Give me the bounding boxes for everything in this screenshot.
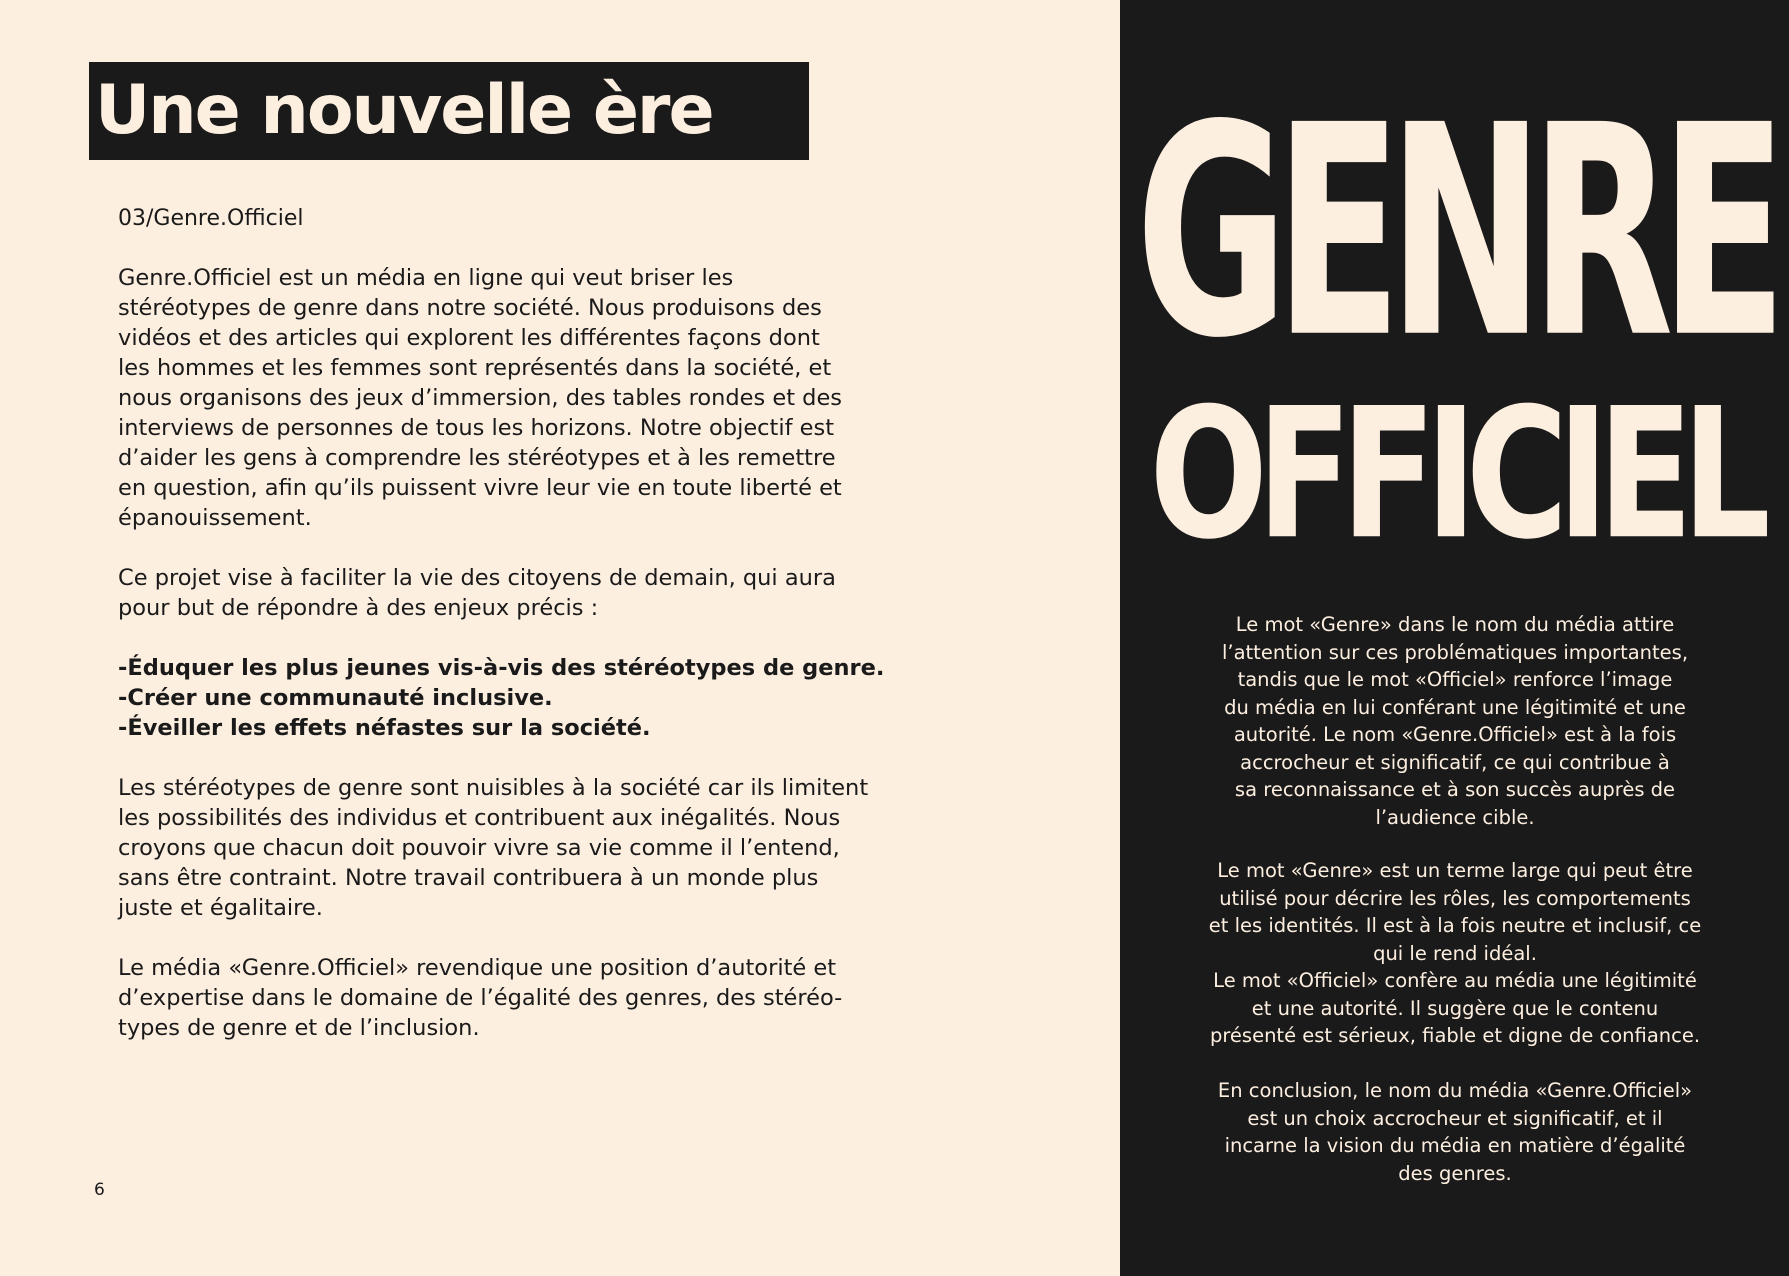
text-line: incarne la vision du média en matière d’égalité bbox=[1224, 1134, 1686, 1157]
text-line: interviews de personnes de tous les horizons. Notre objectif est bbox=[118, 415, 835, 441]
text-line: accrocheur et significatif, ce qui contribue à bbox=[1240, 750, 1670, 774]
goal-item: -Créer une communauté inclusive. bbox=[118, 685, 553, 711]
conclusion-paragraph bbox=[1165, 1077, 1745, 1187]
text-line: autorité. Le nom «Genre.Officiel» est à la fois bbox=[1233, 723, 1677, 746]
text-line: qui le rend idéal. bbox=[1373, 941, 1537, 965]
text-line: Genre.Officiel est un média en ligne qui veut briser les bbox=[118, 265, 734, 291]
text-line: épanouissement. bbox=[118, 505, 312, 531]
text-line: stéréotypes de genre dans notre société. Nous produisons des bbox=[118, 295, 822, 321]
text-line: utilisé pour décrire les rôles, les comportements bbox=[1219, 886, 1691, 910]
text-line: les possibilités des individus et contribuent aux inégalités. Nous bbox=[118, 805, 841, 831]
text-line: d’aider les gens à comprendre les stéréotypes et à les remettre bbox=[118, 445, 836, 471]
text-line: et une autorité. Il suggère que le contenu bbox=[1251, 996, 1659, 1020]
text-line: Le mot «Genre» est un terme large qui peut être bbox=[1217, 859, 1693, 882]
authority-paragraph bbox=[118, 953, 938, 1043]
text-line: du média en lui conférant une légitimité et une bbox=[1224, 695, 1686, 719]
project-paragraph bbox=[118, 563, 938, 623]
text-line: et les identités. Il est à la fois neutre et inclusif, ce bbox=[1208, 914, 1702, 937]
text-line: sa reconnaissance et à son succès auprès de bbox=[1234, 778, 1676, 801]
text-line: sans être contraint. Notre travail contribuera à un monde plus bbox=[118, 865, 819, 891]
text-line: Le mot «Genre» dans le nom du média attire bbox=[1235, 613, 1675, 636]
goal-item: -Éveiller les effets néfastes sur la société. bbox=[118, 715, 651, 741]
brand-wordmark-bottom bbox=[1120, 385, 1789, 565]
text-line: vidéos et des articles qui explorent les différentes façons dont bbox=[118, 325, 820, 351]
text-line: l’audience cible. bbox=[1375, 805, 1535, 829]
page-number: 6 bbox=[94, 1180, 105, 1200]
goal-item: -Éduquer les plus jeunes vis-à-vis des stéréotypes de genre. bbox=[118, 655, 885, 681]
page-title: Une nouvelle ère bbox=[95, 71, 713, 150]
text-line: présenté est sérieux, fiable et digne de confiance. bbox=[1209, 1024, 1701, 1047]
text-line: pour but de répondre à des enjeux précis : bbox=[118, 595, 599, 621]
text-line: Ce projet vise à faciliter la vie des citoyens de demain, qui aura bbox=[118, 565, 836, 591]
name-explanation-paragraph bbox=[1165, 611, 1745, 831]
text-line: l’attention sur ces problématiques importantes, bbox=[1221, 640, 1689, 664]
title-banner bbox=[89, 62, 809, 160]
text-line: est un choix accrocheur et significatif, et il bbox=[1247, 1106, 1663, 1130]
text-line: Les stéréotypes de genre sont nuisibles à la société car ils limitent bbox=[118, 775, 869, 801]
goals-list bbox=[118, 653, 938, 743]
brand-line-officiel: OFFICIEL bbox=[1149, 385, 1760, 565]
text-line: juste et égalitaire. bbox=[118, 895, 323, 921]
brand-wordmark-top bbox=[1120, 88, 1789, 378]
stereotypes-paragraph bbox=[118, 773, 938, 923]
text-line: Le mot «Officiel» confère au média une légitimité bbox=[1213, 969, 1697, 992]
text-line: Le média «Genre.Officiel» revendique une position d’autorité et bbox=[118, 955, 837, 981]
text-line: des genres. bbox=[1398, 1161, 1512, 1185]
text-line: d’expertise dans le domaine de l’égalité des genres, des stéréo- bbox=[118, 985, 843, 1011]
text-line: nous organisons des jeux d’immersion, des tables rondes et des bbox=[118, 385, 843, 411]
text-line: croyons que chacun doit pouvoir vivre sa vie comme il l’entend, bbox=[118, 835, 840, 861]
intro-paragraph bbox=[118, 263, 938, 533]
brand-line-genre: GENRE bbox=[1135, 88, 1774, 378]
text-line: en question, afin qu’ils puissent vivre leur vie en toute liberté et bbox=[118, 475, 842, 501]
section-reference: 03/Genre.Officiel bbox=[118, 206, 304, 231]
word-meaning-paragraph bbox=[1165, 857, 1745, 1050]
text-line: tandis que le mot «Officiel» renforce l’image bbox=[1237, 668, 1673, 691]
text-line: types de genre et de l’inclusion. bbox=[118, 1015, 480, 1041]
right-page bbox=[1120, 0, 1789, 1276]
text-line: En conclusion, le nom du média «Genre.Officiel» bbox=[1217, 1079, 1693, 1102]
text-line: les hommes et les femmes sont représentés dans la société, et bbox=[118, 355, 832, 381]
